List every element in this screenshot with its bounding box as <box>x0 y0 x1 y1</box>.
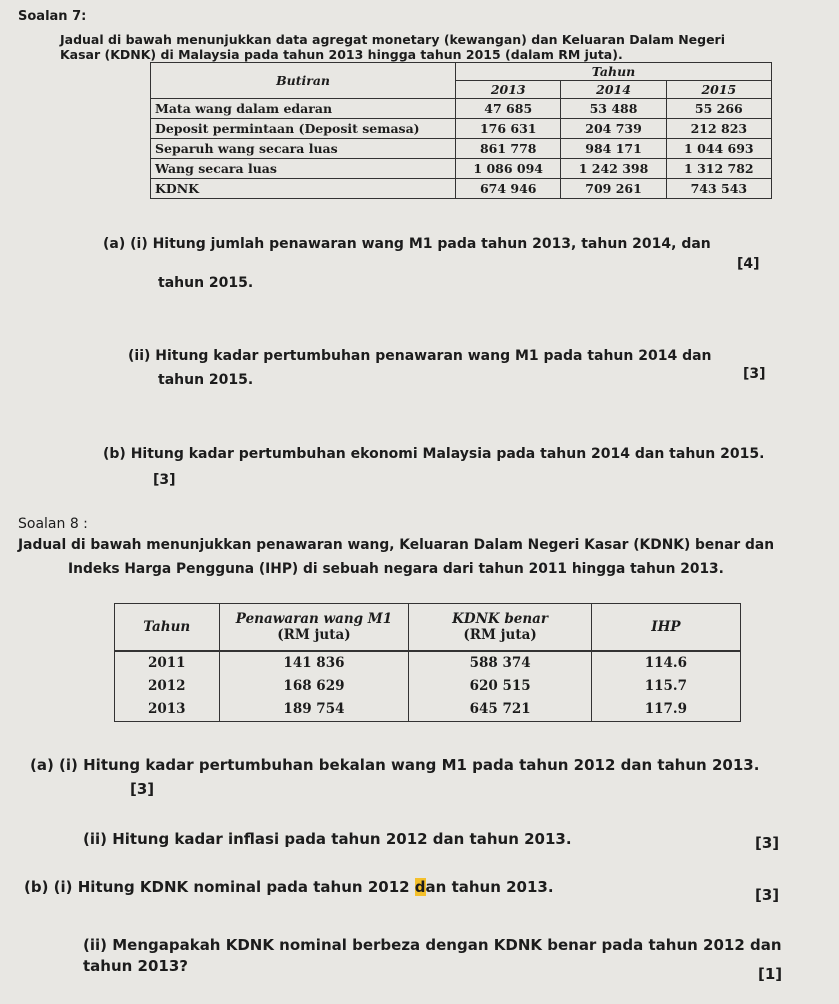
q7-a-i-marks: [4] <box>737 256 760 272</box>
q8-cell: 2011 <box>115 651 220 675</box>
q7-cell: 212 823 <box>666 119 771 139</box>
q7-a-ii-line2: tahun 2015. <box>158 372 254 388</box>
q7-a-ii-marks: [3] <box>743 366 766 382</box>
question-8-label: Soalan 8 : <box>18 516 88 532</box>
q8-b-i: (b) (i) Hitung KDNK nominal pada tahun 2012 dan tahun 2013. <box>24 878 554 896</box>
q7-cell: 1 312 782 <box>666 159 771 179</box>
q8-b-ii-marks: [1] <box>758 965 783 983</box>
q8-cell: 141 836 <box>219 651 409 675</box>
table-row <box>151 179 772 199</box>
table-row <box>115 651 741 675</box>
q7-intro-line2: Kasar (KDNK) di Malaysia pada tahun 2013 hingga tahun 2015 (dalam RM juta). <box>60 47 623 62</box>
q7-cell: 47 685 <box>456 99 561 119</box>
q7-cell: 984 171 <box>561 139 666 159</box>
q8-col-m1: Penawaran wang M1 (RM juta) <box>219 604 409 652</box>
q7-col-item: Butiran <box>151 63 456 99</box>
q8-cell: 645 721 <box>409 698 591 722</box>
q7-year-2014: 2014 <box>561 81 666 99</box>
q7-cell: 709 261 <box>561 179 666 199</box>
q7-cell: 674 946 <box>456 179 561 199</box>
q8-intro-line2: Indeks Harga Pengguna (IHP) di sebuah negara dari tahun 2011 hingga tahun 2013. <box>68 561 724 577</box>
q7-cell: 204 739 <box>561 119 666 139</box>
q8-cell: 588 374 <box>409 651 591 675</box>
q8-cell: 114.6 <box>591 651 740 675</box>
q7-cell: 176 631 <box>456 119 561 139</box>
q7-b-line1: (b) Hitung kadar pertumbuhan ekonomi Malaysia pada tahun 2014 dan tahun 2015. <box>103 446 765 462</box>
q7-row-label: Deposit permintaan (Deposit semasa) <box>151 119 456 139</box>
q7-year-2015: 2015 <box>666 81 771 99</box>
q8-cell: 2012 <box>115 675 220 698</box>
q8-a-i: (a) (i) Hitung kadar pertumbuhan bekalan wang M1 pada tahun 2012 dan tahun 2013. <box>30 756 760 774</box>
q7-intro-line1: Jadual di bawah menunjukkan data agregat monetary (kewangan) dan Keluaran Dalam Negeri <box>60 32 726 47</box>
q7-a-i-line1: (a) (i) Hitung jumlah penawaran wang M1 pada tahun 2013, tahun 2014, dan <box>103 236 711 252</box>
table-row <box>151 139 772 159</box>
q7-year-2013: 2013 <box>456 81 561 99</box>
table-row <box>115 698 741 722</box>
q7-row-label: Separuh wang secara luas <box>151 139 456 159</box>
q8-data-table <box>114 603 741 722</box>
q7-data-table <box>150 62 772 199</box>
q8-b-i-marks: [3] <box>755 886 780 904</box>
q7-cell: 1 242 398 <box>561 159 666 179</box>
q8-cell: 115.7 <box>591 675 740 698</box>
q7-col-year: Tahun <box>456 63 772 81</box>
q8-cell: 189 754 <box>219 698 409 722</box>
q8-a-i-marks: [3] <box>130 780 155 798</box>
q7-cell: 53 488 <box>561 99 666 119</box>
q7-a-ii-line1: (ii) Hitung kadar pertumbuhan penawaran wang M1 pada tahun 2014 dan <box>128 348 712 364</box>
q7-row-label: Wang secara luas <box>151 159 456 179</box>
q8-cell: 620 515 <box>409 675 591 698</box>
q8-cell: 117.9 <box>591 698 740 722</box>
highlight-mark: d <box>414 878 426 896</box>
q7-cell: 1 044 693 <box>666 139 771 159</box>
q7-row-label: Mata wang dalam edaran <box>151 99 456 119</box>
q7-a-i-line2: tahun 2015. <box>158 275 254 291</box>
q8-b-ii-line1: (ii) Mengapakah KDNK nominal berbeza dengan KDNK benar pada tahun 2012 dan <box>83 936 782 954</box>
q7-row-label: KDNK <box>151 179 456 199</box>
q7-b-marks: [3] <box>153 472 176 488</box>
q7-cell: 1 086 094 <box>456 159 561 179</box>
q8-col-year: Tahun <box>115 604 220 652</box>
q7-cell: 861 778 <box>456 139 561 159</box>
table-row <box>151 159 772 179</box>
question-7-label: Soalan 7: <box>18 9 87 24</box>
q8-a-ii: (ii) Hitung kadar inflasi pada tahun 2012 dan tahun 2013. <box>83 830 572 848</box>
q8-col-ihp: IHP <box>591 604 740 652</box>
q7-cell: 743 543 <box>666 179 771 199</box>
q8-col-kdnk: KDNK benar (RM juta) <box>409 604 591 652</box>
q8-b-ii-line2: tahun 2013? <box>83 957 188 975</box>
table-row <box>151 99 772 119</box>
q8-cell: 2013 <box>115 698 220 722</box>
q7-cell: 55 266 <box>666 99 771 119</box>
table-row <box>115 675 741 698</box>
q8-intro-line1: Jadual di bawah menunjukkan penawaran wang, Keluaran Dalam Negeri Kasar (KDNK) benar dan <box>18 537 775 553</box>
table-row <box>151 119 772 139</box>
q8-a-ii-marks: [3] <box>755 834 780 852</box>
q8-cell: 168 629 <box>219 675 409 698</box>
